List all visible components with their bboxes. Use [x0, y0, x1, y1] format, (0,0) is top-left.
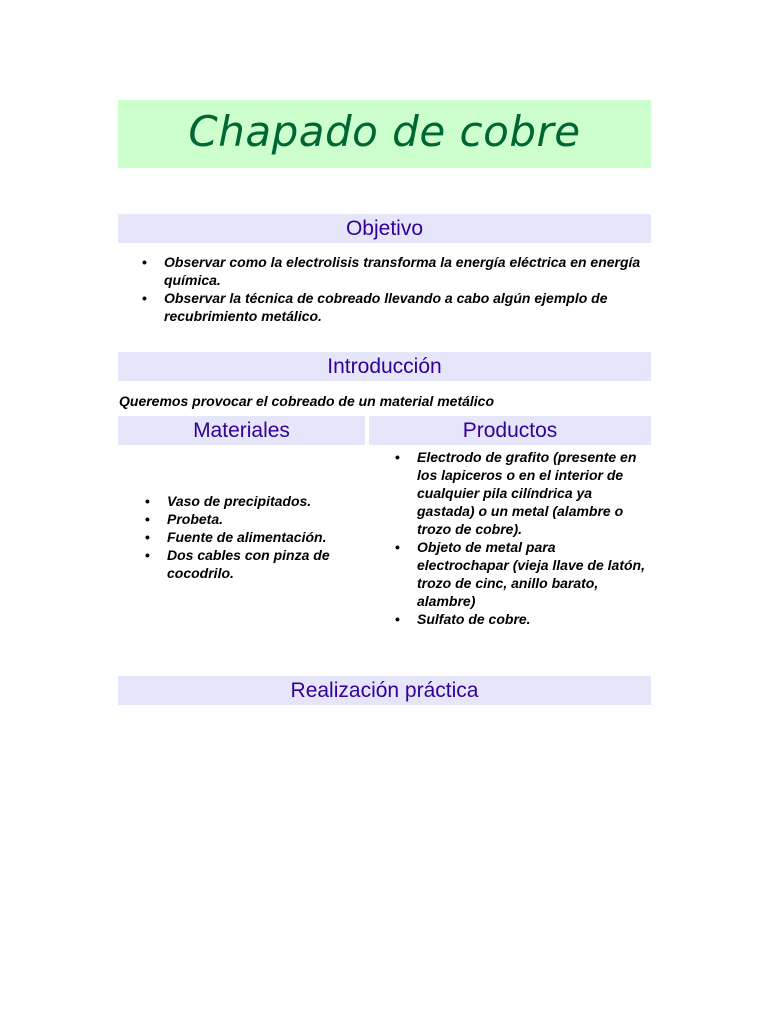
- introduccion-heading: Introducción: [327, 354, 442, 378]
- list-item: [395, 610, 649, 628]
- list-item-text: Fuente de alimentación.: [167, 529, 327, 545]
- list-item-text: Electrodo de grafito (presente en los lapiceros o en el interior de cualquier pila cilíndrica ya gastada) o un metal (alambre o trozo de cobre).: [417, 449, 637, 537]
- list-item-text: Observar la técnica de cobreado llevando a cabo algún ejemplo de recubrimiento metálico.: [164, 290, 608, 324]
- materiales-list: [145, 492, 367, 582]
- materiales-cell: [118, 445, 365, 648]
- list-item-text: Probeta.: [167, 511, 224, 527]
- objetivo-heading: Objetivo: [345, 216, 424, 240]
- list-item-text: Objeto de metal para electrochapar (vieja llave de latón, trozo de cinc, anillo barato, alambre): [417, 539, 645, 609]
- list-item-text: Observar como la electrolisis transforma la energía eléctrica en energía química.: [164, 254, 641, 288]
- bullet-icon: •: [142, 290, 147, 306]
- document-page: [118, 100, 651, 705]
- productos-column: [369, 416, 651, 648]
- productos-cell: [369, 445, 651, 648]
- page-title: Chapado de cobre: [188, 106, 581, 156]
- bullet-icon: •: [145, 493, 150, 509]
- introduccion-header: [118, 352, 651, 381]
- materiales-column: [118, 416, 365, 648]
- materiales-heading: Materiales: [118, 416, 365, 445]
- title-banner: [118, 100, 651, 168]
- list-item: [145, 492, 367, 510]
- bullet-icon: •: [145, 547, 150, 563]
- objetivo-list: [118, 253, 644, 325]
- introduccion-text: Queremos provocar el cobreado de un material metálico: [119, 393, 495, 409]
- bullet-icon: •: [395, 539, 400, 555]
- list-item: [395, 448, 649, 538]
- list-item: [142, 289, 644, 325]
- realizacion-header: [118, 676, 651, 705]
- list-item: [145, 546, 367, 582]
- list-item-text: Dos cables con pinza de cocodrilo.: [167, 547, 330, 581]
- list-item-text: Vaso de precipitados.: [167, 493, 312, 509]
- realizacion-heading: Realización práctica: [290, 678, 479, 702]
- list-item: [145, 510, 367, 528]
- list-item: [395, 538, 649, 610]
- productos-list: [395, 448, 649, 628]
- bullet-icon: •: [145, 529, 150, 545]
- productos-heading: Productos: [369, 416, 651, 445]
- bullet-icon: •: [395, 449, 400, 465]
- list-item-text: Sulfato de cobre.: [417, 611, 531, 627]
- bullet-icon: •: [145, 511, 150, 527]
- bullet-icon: •: [395, 611, 400, 627]
- objetivo-header: [118, 214, 651, 243]
- list-item: [142, 253, 644, 289]
- list-item: [145, 528, 367, 546]
- bullet-icon: •: [142, 254, 147, 270]
- materials-products-table: [118, 416, 651, 648]
